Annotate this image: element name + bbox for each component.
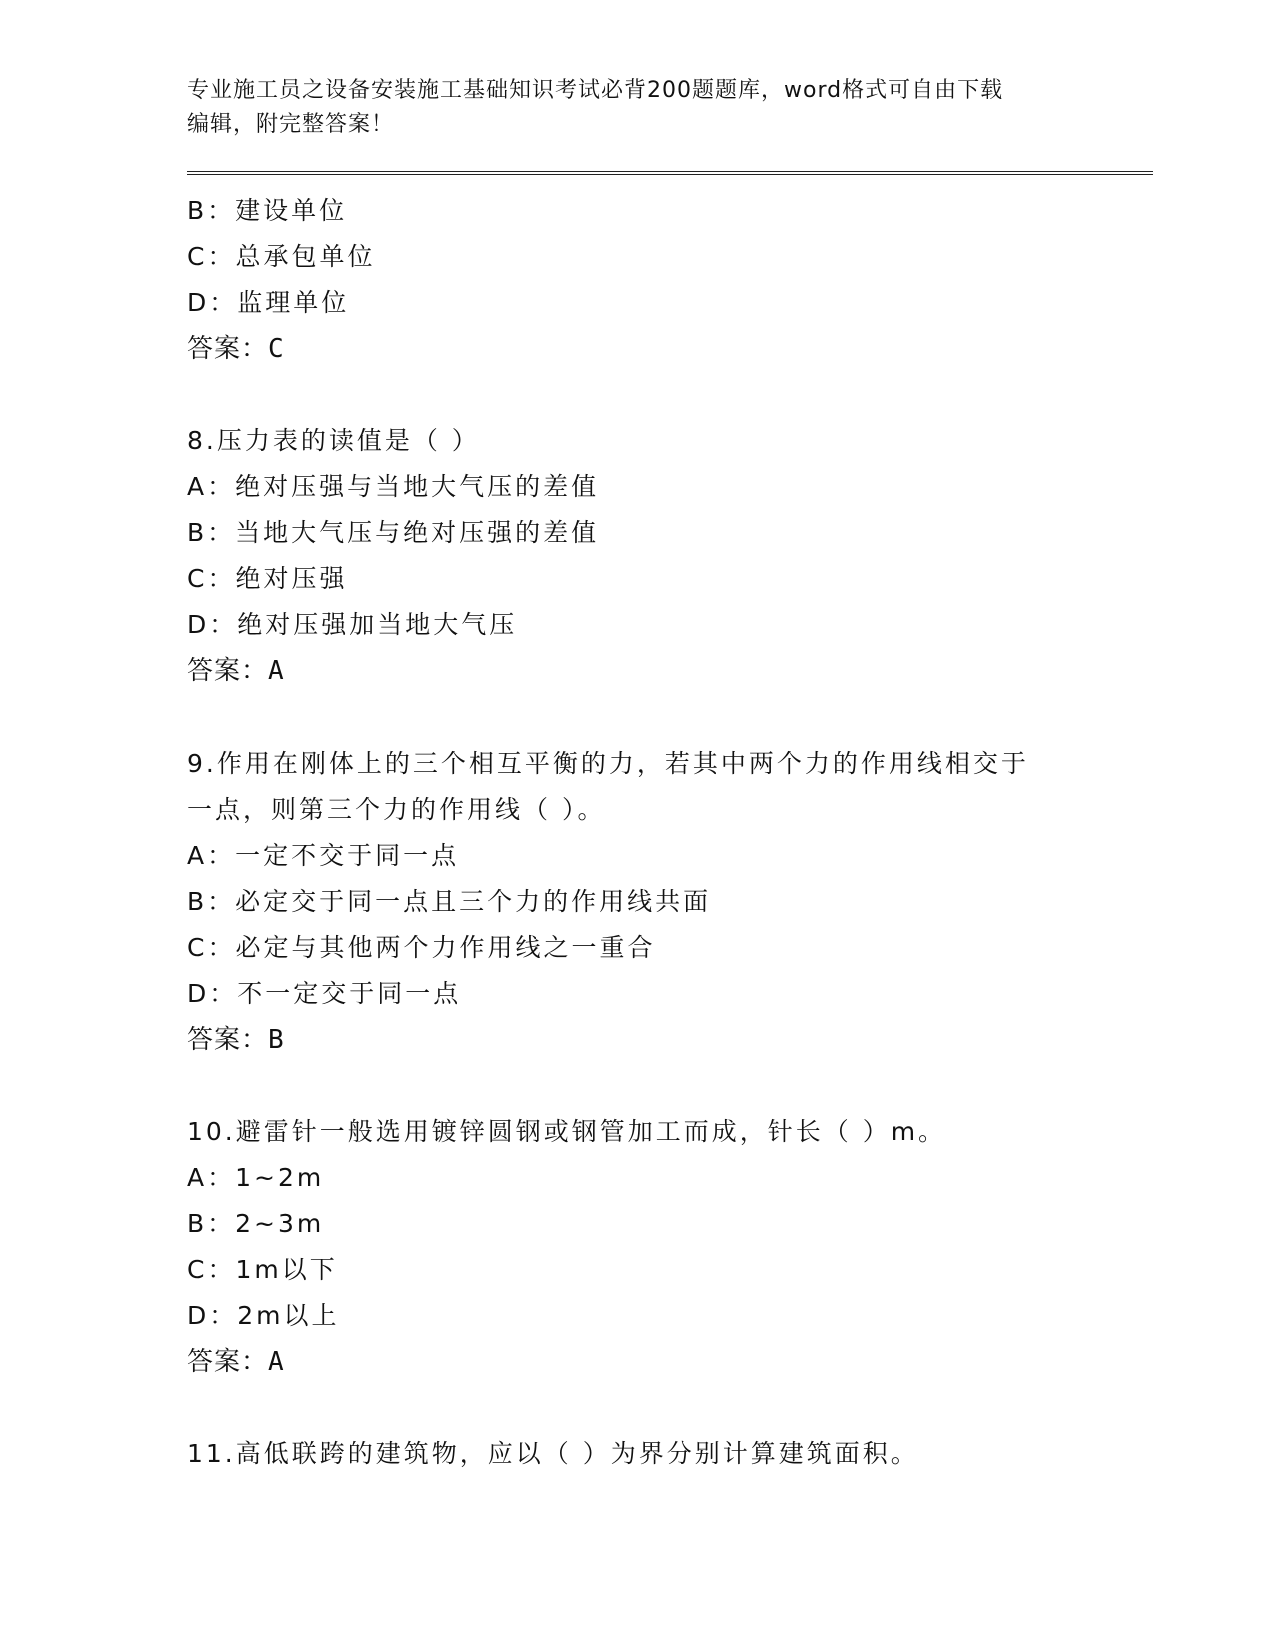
answer-line: 答案：A — [187, 656, 285, 686]
answer-line: 答案：A — [187, 1347, 285, 1377]
question-list — [187, 188, 1087, 1477]
option-d: D：监理单位 — [187, 288, 350, 317]
spacer — [187, 1063, 1087, 1109]
question-11 — [187, 1431, 1087, 1477]
question-9 — [187, 740, 1087, 1063]
document-header — [187, 74, 1087, 142]
question-7 — [187, 188, 1087, 372]
option-c: C：必定与其他两个力作用线之一重合 — [187, 933, 656, 962]
option-a: A：绝对压强与当地大气压的差值 — [187, 472, 600, 501]
header-title-line2: 编辑，附完整答案！ — [187, 112, 395, 137]
header-divider-top — [187, 171, 1153, 172]
spacer — [187, 372, 1087, 418]
header-title-line1: 专业施工员之设备安装施工基础知识考试必背200题题库，word格式可自由下载 — [187, 78, 1004, 103]
option-c: C：1m以下 — [187, 1255, 338, 1284]
option-b: B：必定交于同一点且三个力的作用线共面 — [187, 887, 712, 916]
header-divider-bottom — [187, 174, 1153, 175]
option-b: B：2~3m — [187, 1209, 325, 1238]
answer-line: 答案：B — [187, 1025, 285, 1055]
question-8 — [187, 418, 1087, 694]
option-c: C：绝对压强 — [187, 564, 348, 593]
question-text-line1: 9.作用在刚体上的三个相互平衡的力，若其中两个力的作用线相交于 — [187, 749, 1029, 778]
option-b: B：当地大气压与绝对压强的差值 — [187, 518, 600, 547]
question-10 — [187, 1109, 1087, 1385]
spacer — [187, 694, 1087, 740]
question-text-line2: 一点，则第三个力的作用线（ ）。 — [187, 795, 606, 824]
option-c: C：总承包单位 — [187, 242, 376, 271]
option-d: D：绝对压强加当地大气压 — [187, 610, 518, 639]
option-a: A：1~2m — [187, 1163, 325, 1192]
spacer — [187, 1385, 1087, 1431]
option-d: D：2m以上 — [187, 1301, 340, 1330]
option-d: D：不一定交于同一点 — [187, 979, 462, 1008]
question-text: 11.高低联跨的建筑物，应以（ ）为界分别计算建筑面积。 — [187, 1439, 919, 1468]
option-a: A：一定不交于同一点 — [187, 841, 460, 870]
question-text: 10.避雷针一般选用镀锌圆钢或钢管加工而成，针长（ ）m。 — [187, 1117, 947, 1146]
question-text: 8.压力表的读值是（ ） — [187, 426, 480, 455]
option-b: B：建设单位 — [187, 196, 348, 225]
answer-line: 答案：C — [187, 334, 285, 364]
